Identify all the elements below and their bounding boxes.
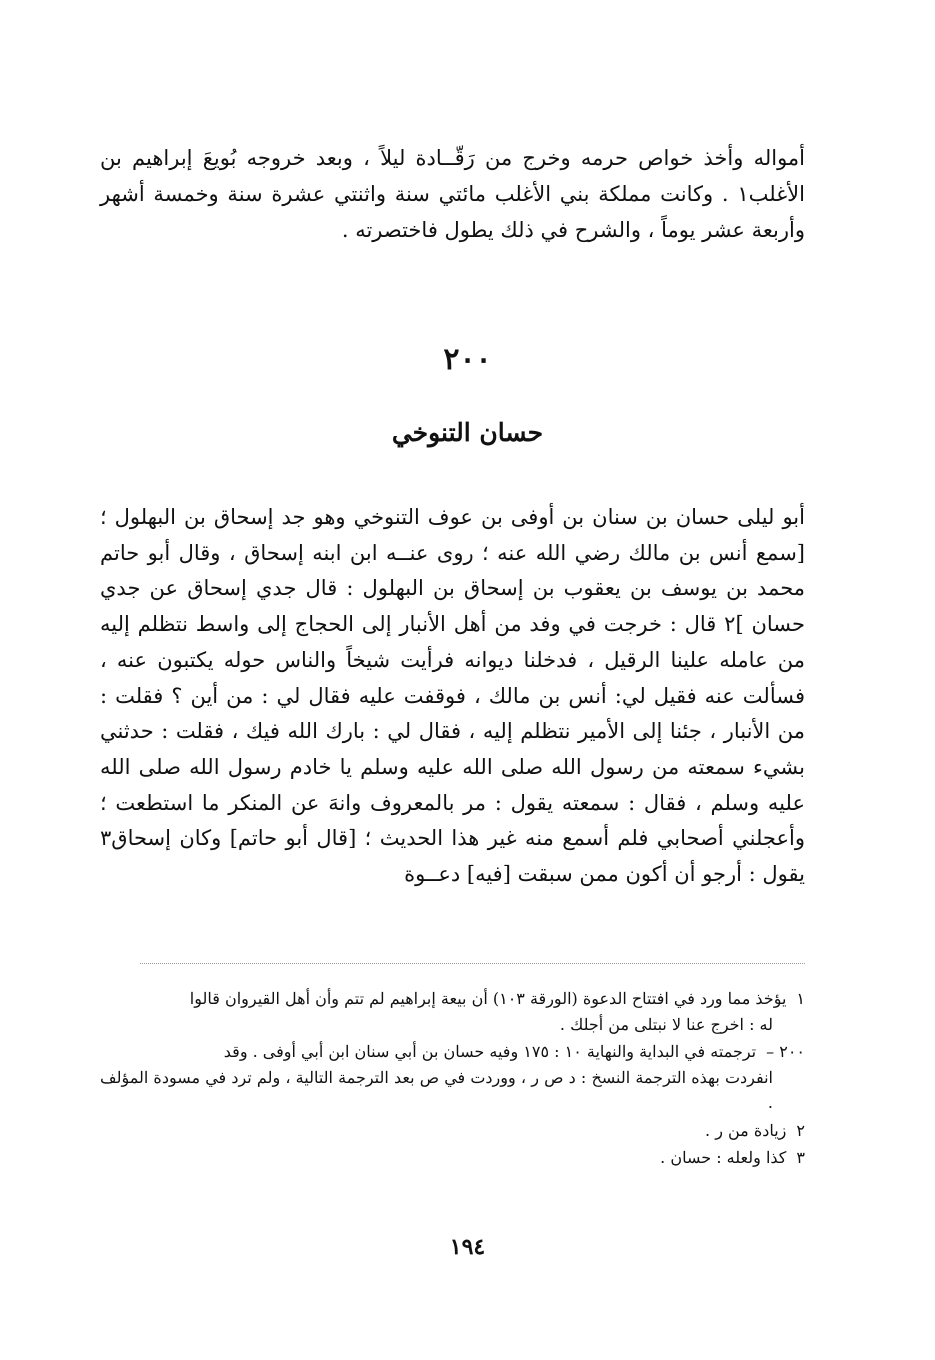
page-number: ١٩٤ [449,1234,486,1260]
footnote-marker: ٢٠٠ – [766,1042,805,1061]
footnote-2 [100,1118,805,1144]
footnote-marker: ٢ [796,1120,805,1140]
footnote-text: كذا ولعله : حسان . [660,1148,787,1167]
footnote-200 [100,1039,805,1116]
footnote-divider [140,963,805,964]
biography-paragraph: أبو ليلى حسان بن سنان بن أوفى بن عوف التنوخي وهو جد إسحاق بن البهلول ؛ [سمع أنس بن مالك رضي الله عنه ؛ روى عنــه ابن ابنه إسحاق ، وقال أبو حاتم محمد بن يوسف بن يعقوب بن إسحاق بن البهلول : قال جدي إسحاق عن جدي حسان ]٢ قال : خرجت في وفد من أهل الأنبار إلى الحجاج إلى واسط نتظلم إليه من عامله علينا الرقيل ، فدخلنا ديوانه فرأيت شيخاً والناس حوله يكتبون عنه ، فسألت عنه فقيل لي: أنس بن مالك ، فوقفت عليه فقال لي : من أين ؟ فقلت : من الأنبار ، جئنا إلى الأمير نتظلم إليه ، فقال لي : بارك الله فيك ، فقلت : حدثني بشيء سمعته من رسول الله صلى الله عليه وسلم يا خادم رسول الله صلى الله عليه وسلم ، فقال : سمعته يقول : مر بالمعروف وانهَ عن المنكر ما استطعت ؛ وأعجلني أصحابي فلم أسمع منه غير هذا الحديث ؛ [قال أبو حاتم] وكان إسحاق٣ يقول : أرجو أن أكون ممن سبقت [فيه] دعــوة [100,505,805,887]
footnote-text: زيادة من ر . [705,1120,787,1140]
entry-title: حسان التنوخي [391,418,544,447]
intro-paragraph: أمواله وأخذ خواص حرمه وخرج من رَقّــادة ليلاً ، وبعد خروجه بُويعَ إبراهيم بن الأغلب١ . وكانت مملكة بني الأغلب مائتي سنة واثنتي عشرة سنة وخمسة أشهر وأربعة عشر يوماً ، والشرح في ذلك يطول فاختصرته . [100,146,805,242]
footnote-text: يؤخذ مما ورد في افتتاح الدعوة (الورقة ١٠٣) أن بيعة إبراهيم لم تتم وأن أهل القيروان قالوا [189,989,787,1008]
footnote-1 [100,986,805,1037]
footnote-text: ترجمته في البداية والنهاية ١٠ : ١٧٥ وفيه حسان بن أبي سنان ابن أبي أوفى . وقد [223,1042,757,1061]
footnote-continuation: انفردت بهذه الترجمة النسخ : د ص ر ، ووردت في ص بعد الترجمة التالية ، ولم ترد في مسودة المؤلف . [100,1067,773,1112]
entry-number: ٢٠٠ [443,342,492,377]
footnote-continuation: له : اخرج عنا لا نبتلى من أجلك . [559,1014,773,1034]
footnote-marker: ٣ [796,1148,805,1167]
footnote-marker: ١ [796,989,805,1008]
footnotes [100,986,805,1173]
footnote-3 [100,1145,805,1171]
